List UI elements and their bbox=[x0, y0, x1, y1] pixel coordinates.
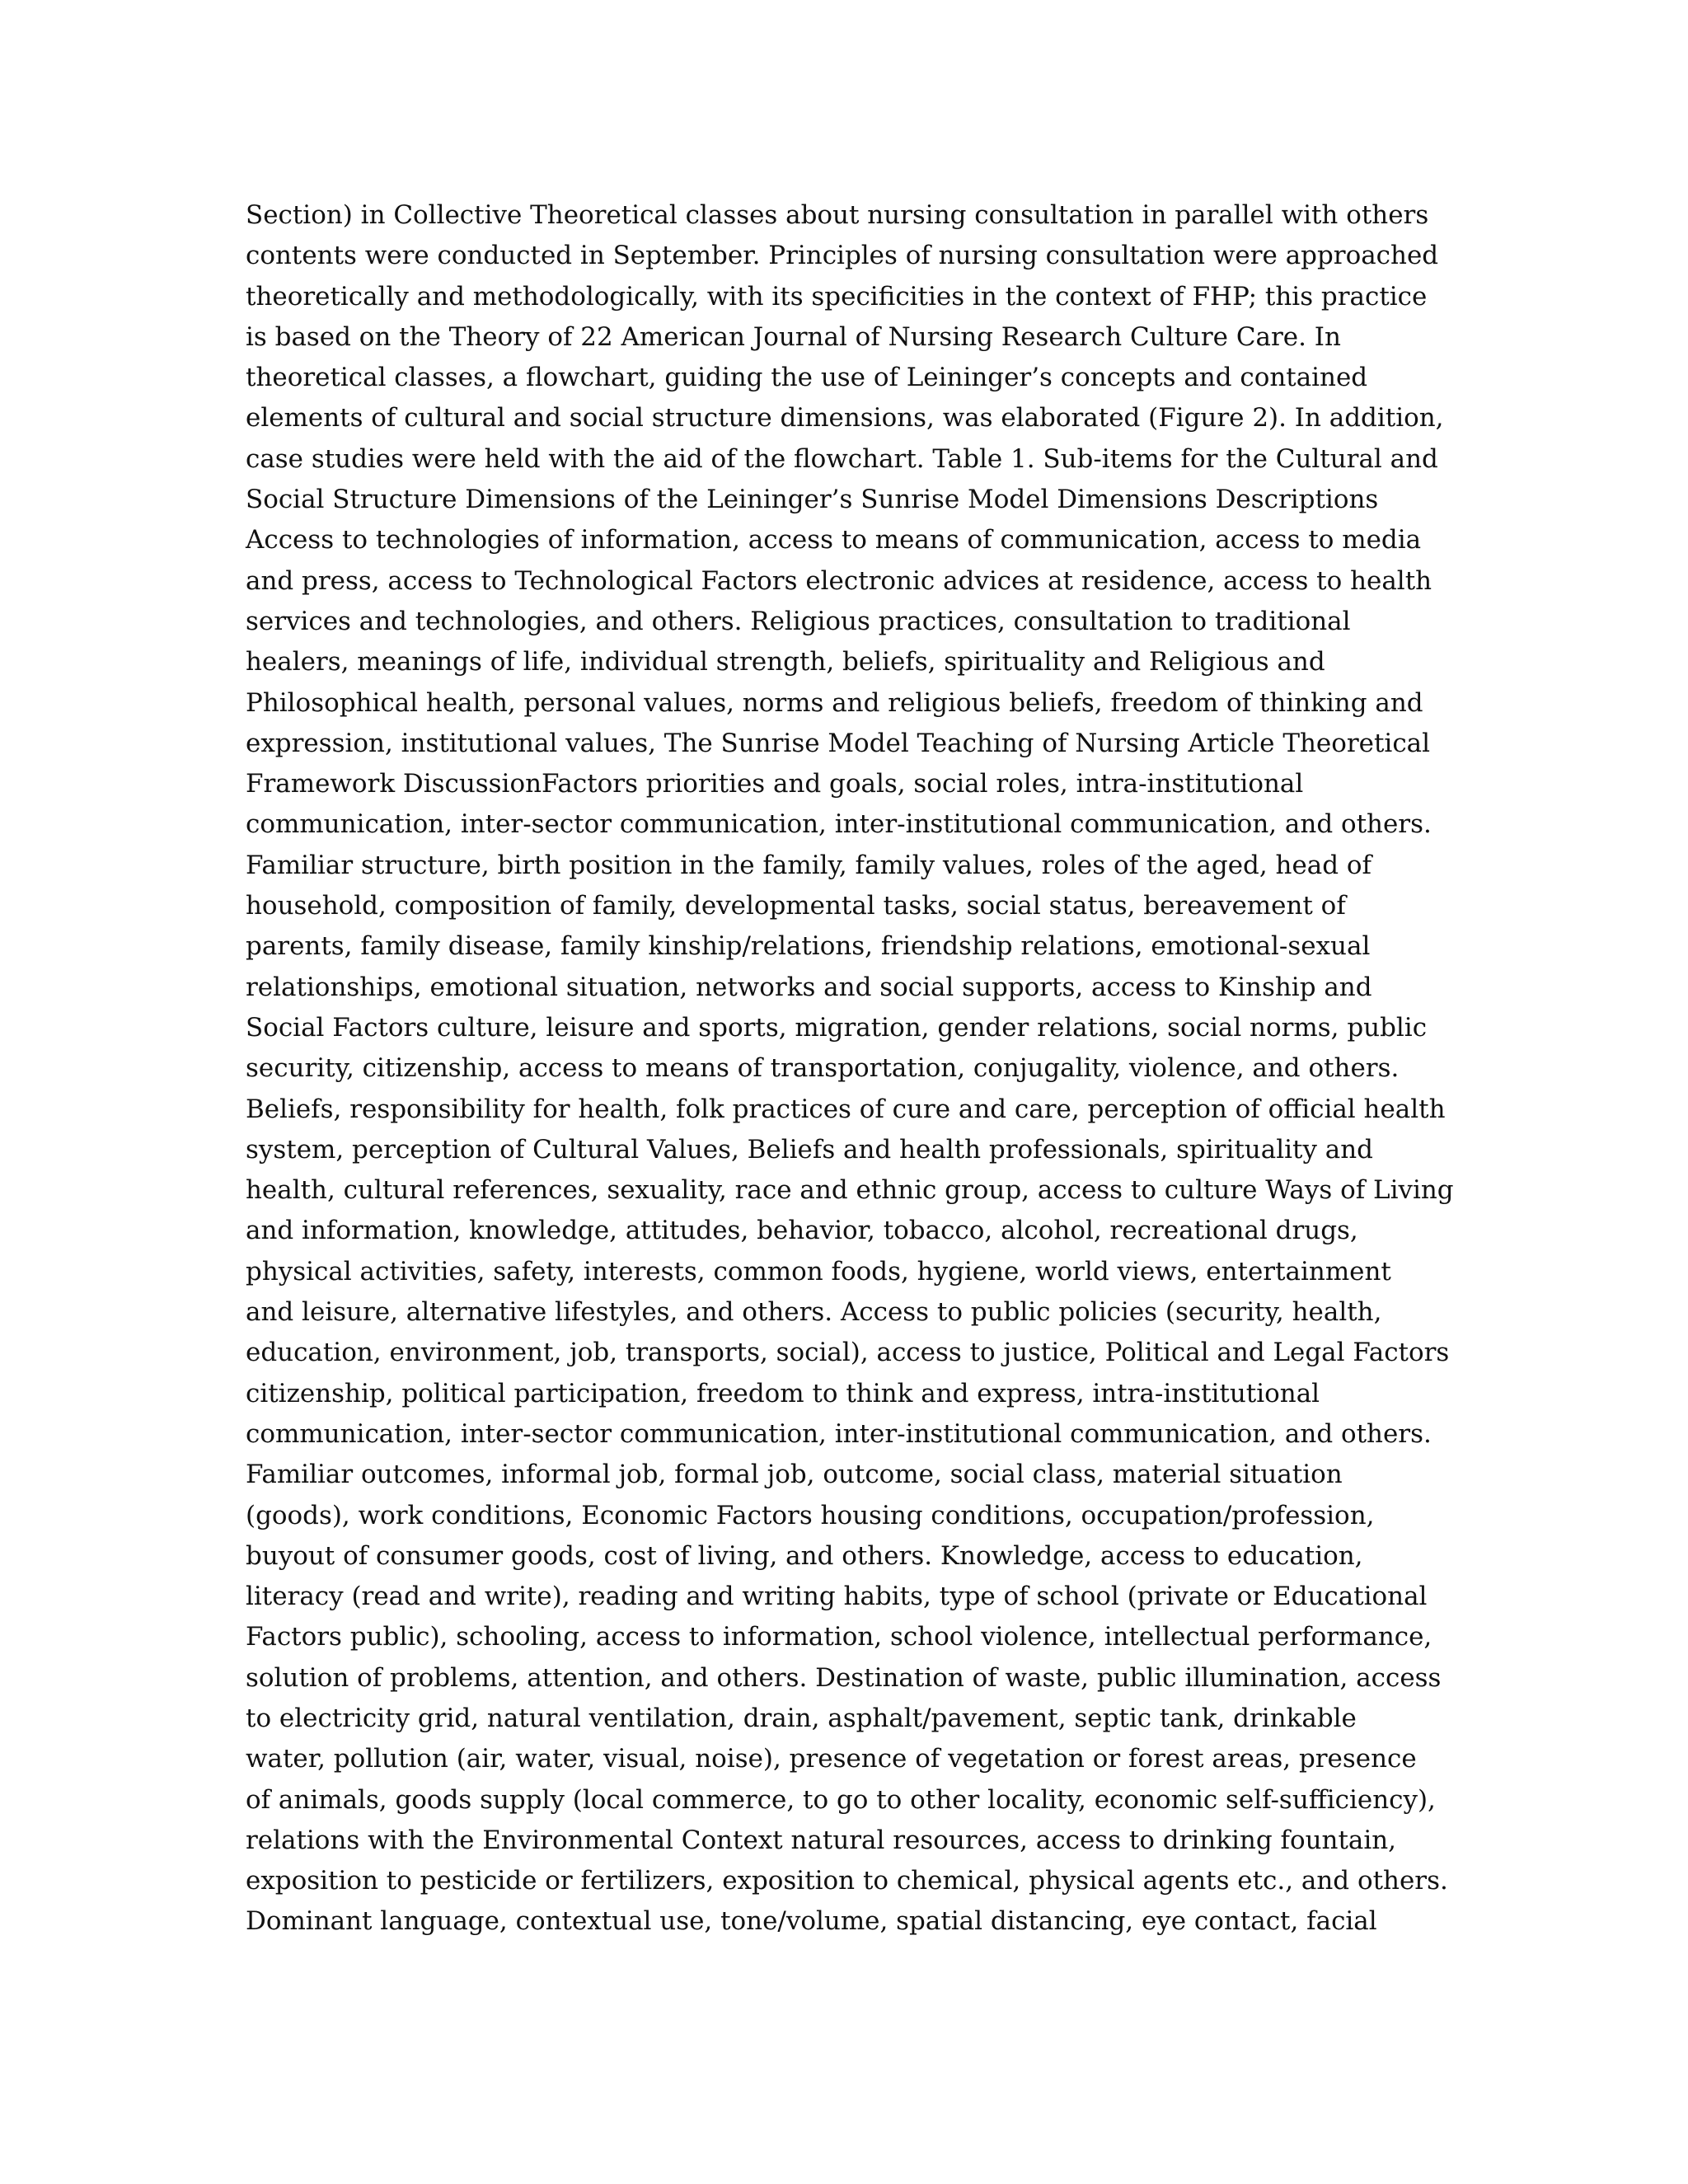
text-line: parents, family disease, family kinship/relations, friendship relations, emotional-sexual bbox=[246, 931, 1371, 962]
text-line: Social Structure Dimensions of the Leininger’s Sunrise Model Dimensions Descriptions bbox=[246, 485, 1379, 515]
text-line: communication, inter-sector communication, inter-institutional communication, and others. bbox=[246, 809, 1432, 840]
text-line: communication, inter-sector communication, inter-institutional communication, and others. bbox=[246, 1418, 1432, 1449]
text-line: healers, meanings of life, individual strength, beliefs, spirituality and Religious and bbox=[246, 647, 1325, 677]
text-line: (goods), work conditions, Economic Factors housing conditions, occupation/profession, bbox=[246, 1500, 1375, 1530]
text-line: Familiar structure, birth position in the family, family values, roles of the aged, head of bbox=[246, 850, 1372, 880]
text-line: Dominant language, contextual use, tone/volume, spatial distancing, eye contact, facial bbox=[246, 1906, 1377, 1937]
text-line: Familiar outcomes, informal job, formal job, outcome, social class, material situation bbox=[246, 1460, 1343, 1490]
text-line: Philosophical health, personal values, norms and religious beliefs, freedom of thinking and bbox=[246, 687, 1423, 718]
text-line: is based on the Theory of 22 American Journal of Nursing Research Culture Care. In bbox=[246, 321, 1341, 352]
text-line: case studies were held with the aid of the flowchart. Table 1. Sub-items for the Cultural and bbox=[246, 443, 1438, 474]
text-line: to electricity grid, natural ventilation, drain, asphalt/pavement, septic tank, drinkable bbox=[246, 1703, 1357, 1733]
text-line: theoretically and methodologically, with its specificities in the context of FHP; this practice bbox=[246, 281, 1428, 312]
text-line: system, perception of Cultural Values, Beliefs and health professionals, spirituality and bbox=[246, 1134, 1373, 1165]
text-line: of animals, goods supply (local commerce, to go to other locality, economic self-sufficiency), bbox=[246, 1784, 1436, 1815]
text-line: Access to technologies of information, access to means of communication, access to media bbox=[246, 525, 1422, 555]
text-line: household, composition of family, developmental tasks, social status, bereavement of bbox=[246, 891, 1346, 921]
text-line: education, environment, job, transports, social), access to justice, Political and Legal Factors bbox=[246, 1338, 1450, 1368]
text-line: contents were conducted in September. Principles of nursing consultation were approached bbox=[246, 241, 1439, 271]
text-line: exposition to pesticide or fertilizers, exposition to chemical, physical agents etc., and others. bbox=[246, 1866, 1448, 1896]
text-line: theoretical classes, a flowchart, guiding the use of Leininger’s concepts and contained bbox=[246, 363, 1368, 393]
text-line: Social Factors culture, leisure and sports, migration, gender relations, social norms, public bbox=[246, 1012, 1428, 1043]
text-line: Section) in Collective Theoretical classes about nursing consultation in parallel with others bbox=[246, 200, 1429, 230]
text-line: security, citizenship, access to means of transportation, conjugality, violence, and others. bbox=[246, 1053, 1400, 1084]
text-line: relations with the Environmental Context natural resources, access to drinking fountain, bbox=[246, 1825, 1397, 1855]
text-line: Framework DiscussionFactors priorities and goals, social roles, intra-institutional bbox=[246, 769, 1304, 799]
text-line: Beliefs, responsibility for health, folk practices of cure and care, perception of official health bbox=[246, 1094, 1446, 1124]
text-line: citizenship, political participation, freedom to think and express, intra-institutional bbox=[246, 1378, 1320, 1408]
body-text bbox=[246, 195, 1688, 1943]
text-line: and information, knowledge, attitudes, behavior, tobacco, alcohol, recreational drugs, bbox=[246, 1216, 1358, 1246]
text-line: and leisure, alternative lifestyles, and others. Access to public policies (security, health, bbox=[246, 1297, 1382, 1328]
text-line: health, cultural references, sexuality, race and ethnic group, access to culture Ways of Living bbox=[246, 1175, 1454, 1206]
text-line: physical activities, safety, interests, common foods, hygiene, world views, entertainment bbox=[246, 1256, 1391, 1286]
text-line: and press, access to Technological Factors electronic advices at residence, access to health bbox=[246, 565, 1432, 596]
text-line: solution of problems, attention, and others. Destination of waste, public illumination, access bbox=[246, 1662, 1442, 1693]
text-line: water, pollution (air, water, visual, noise), presence of vegetation or forest areas, presence bbox=[246, 1744, 1417, 1774]
text-line: relationships, emotional situation, networks and social supports, access to Kinship and bbox=[246, 972, 1372, 1002]
text-line: Factors public), schooling, access to information, school violence, intellectual performance, bbox=[246, 1622, 1432, 1652]
text-line: buyout of consumer goods, cost of living, and others. Knowledge, access to education, bbox=[246, 1540, 1363, 1571]
text-line: elements of cultural and social structure dimensions, was elaborated (Figure 2). In addition, bbox=[246, 403, 1444, 434]
text-line: services and technologies, and others. Religious practices, consultation to traditional bbox=[246, 606, 1351, 636]
text-line: literacy (read and write), reading and writing habits, type of school (private or Educational bbox=[246, 1582, 1428, 1612]
text-line: expression, institutional values, The Sunrise Model Teaching of Nursing Article Theoretical bbox=[246, 728, 1431, 758]
